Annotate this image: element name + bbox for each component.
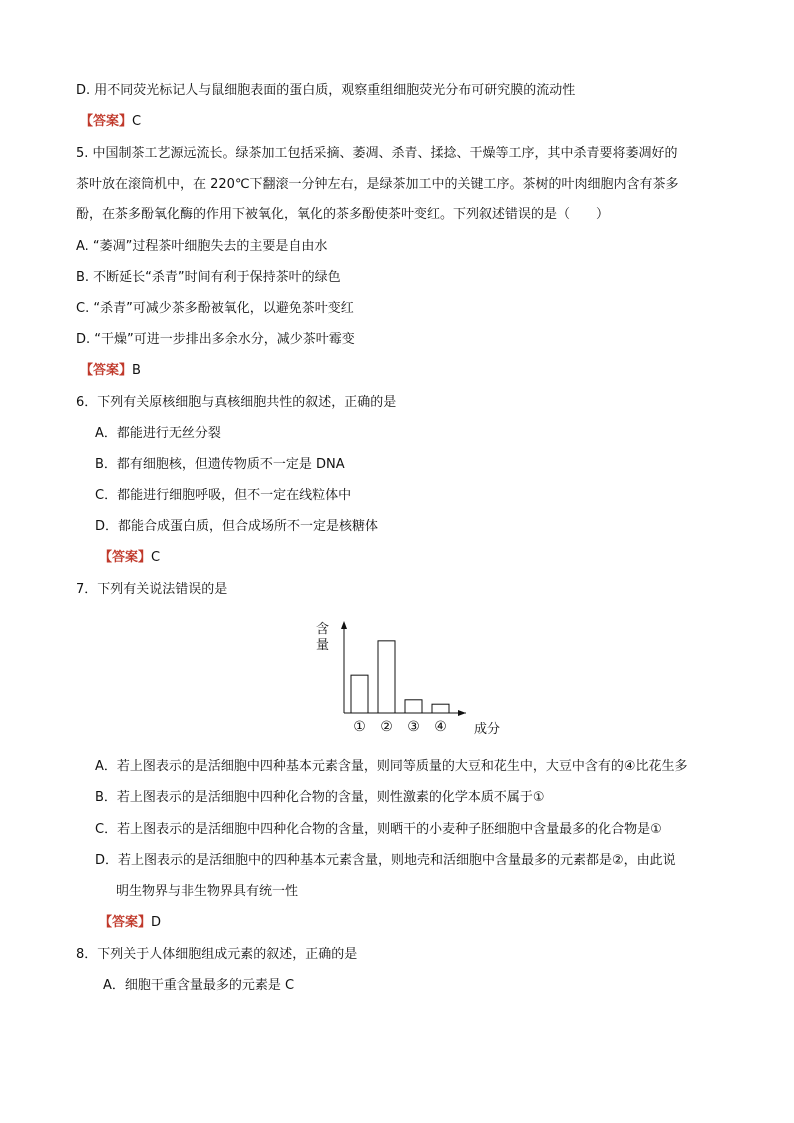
q5-stem-line3: 酚，在茶多酚氧化酶的作用下被氧化，氧化的茶多酚使茶叶变红。下列叙述错误的是（ ） <box>76 207 610 222</box>
x-tick-label-3: ③ <box>407 719 420 735</box>
bar-2 <box>378 641 395 713</box>
answer-q6 <box>99 549 160 567</box>
q6-option-d: D．都能合成蛋白质，但合成场所不一定是核糖体 <box>95 519 379 534</box>
answer-tag: 【答案】 <box>80 114 133 129</box>
q5-option-c: C. “杀青”可减少茶多酚被氧化，以避免茶叶变红 <box>76 301 354 316</box>
answer-q5 <box>80 362 141 380</box>
q7-option-d-line2: 明生物界与非生物界具有统一性 <box>116 884 299 899</box>
answer-value: D <box>151 915 162 930</box>
answer-tag: 【答案】 <box>99 915 152 930</box>
q6-option-c: C．都能进行细胞呼吸，但不一定在线粒体中 <box>95 488 352 503</box>
bar-chart-svg <box>308 615 508 745</box>
q5-stem-line2: 茶叶放在滚筒机中，在 220℃下翻滚一分钟左右，是绿茶加工中的关键工序。茶树的叶肉细胞内含有茶多 <box>76 177 679 192</box>
bar-1 <box>351 675 368 713</box>
x-tick-label-2: ② <box>380 719 393 735</box>
q7-option-c: C．若上图表示的是活细胞中四种化合物的含量，则晒干的小麦种子胚细胞中含量最多的化合物是① <box>95 822 662 837</box>
x-tick-labels <box>353 719 447 735</box>
bar-4 <box>432 704 449 713</box>
q7-option-b: B．若上图表示的是活细胞中四种化合物的含量，则性激素的化学本质不属于① <box>95 790 545 805</box>
bars <box>351 641 449 713</box>
answer-value: C <box>151 550 161 565</box>
option-d-prev: D. 用不同荧光标记人与鼠细胞表面的蛋白质，观察重组细胞荧光分布可研究膜的流动性 <box>76 83 576 98</box>
answer-value: C <box>132 114 142 129</box>
x-axis-arrow-icon <box>458 710 466 716</box>
q7-option-d-line1: D．若上图表示的是活细胞中的四种基本元素含量，则地壳和活细胞中含量最多的元素都是②，由此说 <box>95 853 676 868</box>
q5-option-d: D. “干燥”可进一步排出多余水分，减少茶叶霉变 <box>76 332 355 347</box>
q5-option-a: A. “萎凋”过程茶叶细胞失去的主要是自由水 <box>76 239 328 254</box>
q8-stem: 8．下列关于人体细胞组成元素的叙述，正确的是 <box>76 947 358 962</box>
y-axis-label: 含量 <box>316 622 330 653</box>
q6-stem: 6．下列有关原核细胞与真核细胞共性的叙述，正确的是 <box>76 395 397 410</box>
q7-stem: 7．下列有关说法错误的是 <box>76 582 228 597</box>
q5-stem-line1: 5. 中国制茶工艺源远流长。绿茶加工包括采摘、萎凋、杀青、揉捻、干燥等工序，其中杀青要将萎凋好的 <box>76 146 678 161</box>
y-axis-arrow-icon <box>341 621 347 629</box>
x-tick-label-4: ④ <box>434 719 447 735</box>
q5-option-b: B. 不断延长“杀青”时间有利于保持茶叶的绿色 <box>76 270 341 285</box>
answer-tag: 【答案】 <box>99 550 152 565</box>
answer-value: B <box>132 363 141 378</box>
bar-chart <box>308 615 508 745</box>
answer-tag: 【答案】 <box>80 363 133 378</box>
x-tick-label-1: ① <box>353 719 366 735</box>
x-axis-label: 成分 <box>474 722 501 737</box>
answer-q4 <box>80 113 141 131</box>
q7-option-a: A．若上图表示的是活细胞中四种基本元素含量，则同等质量的大豆和花生中，大豆中含有的④比花生多 <box>95 759 688 774</box>
q6-option-b: B．都有细胞核，但遗传物质不一定是 DNA <box>95 457 345 472</box>
q8-option-a: A．细胞干重含量最多的元素是 C <box>103 978 295 993</box>
answer-q7 <box>99 914 161 932</box>
bar-3 <box>405 700 422 713</box>
q6-option-a: A．都能进行无丝分裂 <box>95 426 221 441</box>
